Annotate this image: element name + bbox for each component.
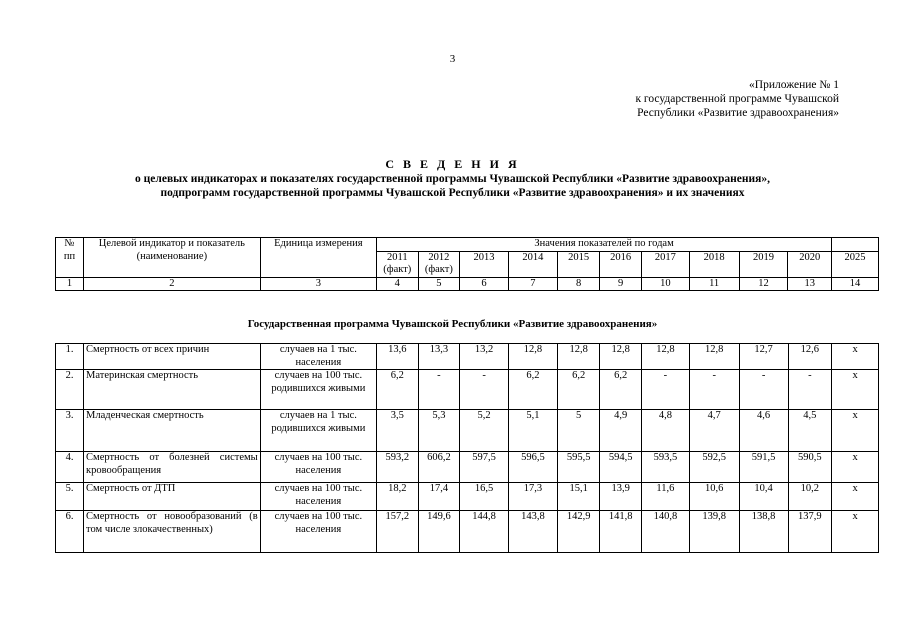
header-year: 2017 — [641, 251, 689, 277]
title-line-1: о целевых индикаторах и показателях государственной программы Чувашской Республики «Развитие здравоохранения», — [135, 173, 770, 185]
indicators-table-header — [55, 237, 879, 291]
column-number: 13 — [788, 277, 832, 291]
row-value: x — [832, 452, 879, 483]
row-value: 12,8 — [642, 344, 690, 370]
row-value: 592,5 — [689, 452, 739, 483]
row-value: 149,6 — [418, 511, 460, 553]
row-value: 12,8 — [689, 344, 739, 370]
row-value: x — [832, 410, 879, 452]
column-number: 3 — [260, 277, 376, 291]
row-value: 16,5 — [460, 483, 509, 511]
row-value: 606,2 — [418, 452, 460, 483]
row-unit: случаев на 100 тыс. родившихся живыми — [260, 370, 376, 410]
column-number: 12 — [739, 277, 788, 291]
table-row — [56, 410, 879, 452]
row-unit: случаев на 1 тыс. родившихся живыми — [260, 410, 376, 452]
row-indicator: Смертность от новообразований (в том числе злокачественных) — [84, 511, 261, 553]
row-value: 12,7 — [739, 344, 788, 370]
header-year: 2016 — [600, 251, 642, 277]
indicators-table — [55, 343, 879, 553]
row-value: 6,2 — [377, 370, 419, 410]
row-value: - — [689, 370, 739, 410]
appendix-line-1: «Приложение № 1 — [749, 79, 839, 91]
column-number: 11 — [689, 277, 739, 291]
row-value: 12,8 — [600, 344, 642, 370]
row-value: 590,5 — [788, 452, 832, 483]
row-number: 4. — [56, 452, 84, 483]
row-value: 591,5 — [739, 452, 788, 483]
header-year: 2020 — [788, 251, 832, 277]
header-year: 2015 — [557, 251, 600, 277]
row-value: 143,8 — [509, 511, 558, 553]
title-main: С В Е Д Е Н И Я — [385, 157, 520, 171]
row-value: 5,2 — [460, 410, 509, 452]
row-unit: случаев на 100 тыс. населения — [260, 452, 376, 483]
row-value: 12,8 — [509, 344, 558, 370]
document-title — [30, 157, 875, 200]
row-value: 593,2 — [377, 452, 419, 483]
row-value: - — [642, 370, 690, 410]
row-value: 12,8 — [557, 344, 600, 370]
row-value: 4,8 — [642, 410, 690, 452]
row-indicator: Младенческая смертность — [84, 410, 261, 452]
row-value: - — [788, 370, 832, 410]
row-value: 10,6 — [689, 483, 739, 511]
row-value: 596,5 — [509, 452, 558, 483]
row-value: 140,8 — [642, 511, 690, 553]
row-value: x — [832, 483, 879, 511]
column-number: 2 — [84, 277, 261, 291]
row-value: 3,5 — [377, 410, 419, 452]
row-value: 144,8 — [460, 511, 509, 553]
row-value: - — [460, 370, 509, 410]
row-value: x — [832, 511, 879, 553]
table-row — [56, 344, 879, 370]
row-value: 13,2 — [460, 344, 509, 370]
row-value: - — [418, 370, 460, 410]
row-value: 5,1 — [509, 410, 558, 452]
row-number: 1. — [56, 344, 84, 370]
row-value: 5 — [557, 410, 600, 452]
header-num: № пп — [56, 238, 84, 278]
row-value: 17,4 — [418, 483, 460, 511]
column-number: 10 — [641, 277, 689, 291]
row-value: x — [832, 344, 879, 370]
column-number: 8 — [557, 277, 600, 291]
appendix-line-2: к государственной программе Чувашской — [635, 93, 839, 105]
header-values-by-year: Значения показателей по годам — [377, 238, 832, 252]
header-year: 2012 (факт) — [418, 251, 460, 277]
row-unit: случаев на 100 тыс. населения — [260, 511, 376, 553]
column-number: 9 — [600, 277, 642, 291]
row-value: 10,4 — [739, 483, 788, 511]
row-number: 5. — [56, 483, 84, 511]
table-row — [56, 370, 879, 410]
header-year: 2011 (факт) — [377, 251, 419, 277]
column-number: 5 — [418, 277, 460, 291]
row-value: x — [832, 370, 879, 410]
row-value: 4,6 — [739, 410, 788, 452]
row-indicator: Материнская смертность — [84, 370, 261, 410]
row-indicator: Смертность от всех причин — [84, 344, 261, 370]
row-value: 4,5 — [788, 410, 832, 452]
row-indicator: Смертность от ДТП — [84, 483, 261, 511]
row-value: 6,2 — [509, 370, 558, 410]
header-indicator: Целевой индикатор и показатель (наименование) — [84, 238, 261, 278]
header-year: 2014 — [508, 251, 557, 277]
row-unit: случаев на 100 тыс. населения — [260, 483, 376, 511]
header-year: 2019 — [739, 251, 788, 277]
table-row — [56, 483, 879, 511]
row-value: 17,3 — [509, 483, 558, 511]
row-value: 141,8 — [600, 511, 642, 553]
header-unit: Единица измерения — [260, 238, 376, 278]
row-value: 594,5 — [600, 452, 642, 483]
row-indicator: Смертность от болезней системы кровообращения — [84, 452, 261, 483]
row-value: 12,6 — [788, 344, 832, 370]
header-blank — [832, 238, 879, 252]
row-number: 6. — [56, 511, 84, 553]
row-value: 138,8 — [739, 511, 788, 553]
row-value: 13,6 — [377, 344, 419, 370]
table-row — [56, 511, 879, 553]
column-number: 1 — [56, 277, 84, 291]
row-number: 3. — [56, 410, 84, 452]
column-number: 6 — [460, 277, 509, 291]
row-value: 11,6 — [642, 483, 690, 511]
page-number: 3 — [449, 53, 456, 65]
row-value: 139,8 — [689, 511, 739, 553]
row-value: 137,9 — [788, 511, 832, 553]
row-unit: случаев на 1 тыс. населения — [260, 344, 376, 370]
row-value: - — [739, 370, 788, 410]
header-year: 2018 — [689, 251, 739, 277]
header-year: 2013 — [460, 251, 509, 277]
column-number: 14 — [832, 277, 879, 291]
row-value: 18,2 — [377, 483, 419, 511]
row-value: 593,5 — [642, 452, 690, 483]
column-number: 4 — [377, 277, 419, 291]
table-row — [56, 452, 879, 483]
row-value: 6,2 — [600, 370, 642, 410]
row-value: 13,9 — [600, 483, 642, 511]
row-value: 5,3 — [418, 410, 460, 452]
row-value: 15,1 — [557, 483, 600, 511]
row-value: 157,2 — [377, 511, 419, 553]
row-value: 4,9 — [600, 410, 642, 452]
title-line-2: подпрограмм государственной программы Чувашской Республики «Развитие здравоохранения» и их значениях — [160, 187, 745, 199]
row-value: 10,2 — [788, 483, 832, 511]
appendix-line-3: Республики «Развитие здравоохранения» — [637, 107, 839, 119]
column-number: 7 — [508, 277, 557, 291]
row-value: 597,5 — [460, 452, 509, 483]
program-title: Государственная программа Чувашской Республики «Развитие здравоохранения» — [247, 318, 658, 330]
row-value: 13,3 — [418, 344, 460, 370]
header-year: 2025 — [832, 251, 879, 277]
row-value: 142,9 — [557, 511, 600, 553]
row-value: 595,5 — [557, 452, 600, 483]
row-value: 6,2 — [557, 370, 600, 410]
appendix-note — [635, 78, 839, 120]
row-number: 2. — [56, 370, 84, 410]
row-value: 4,7 — [689, 410, 739, 452]
